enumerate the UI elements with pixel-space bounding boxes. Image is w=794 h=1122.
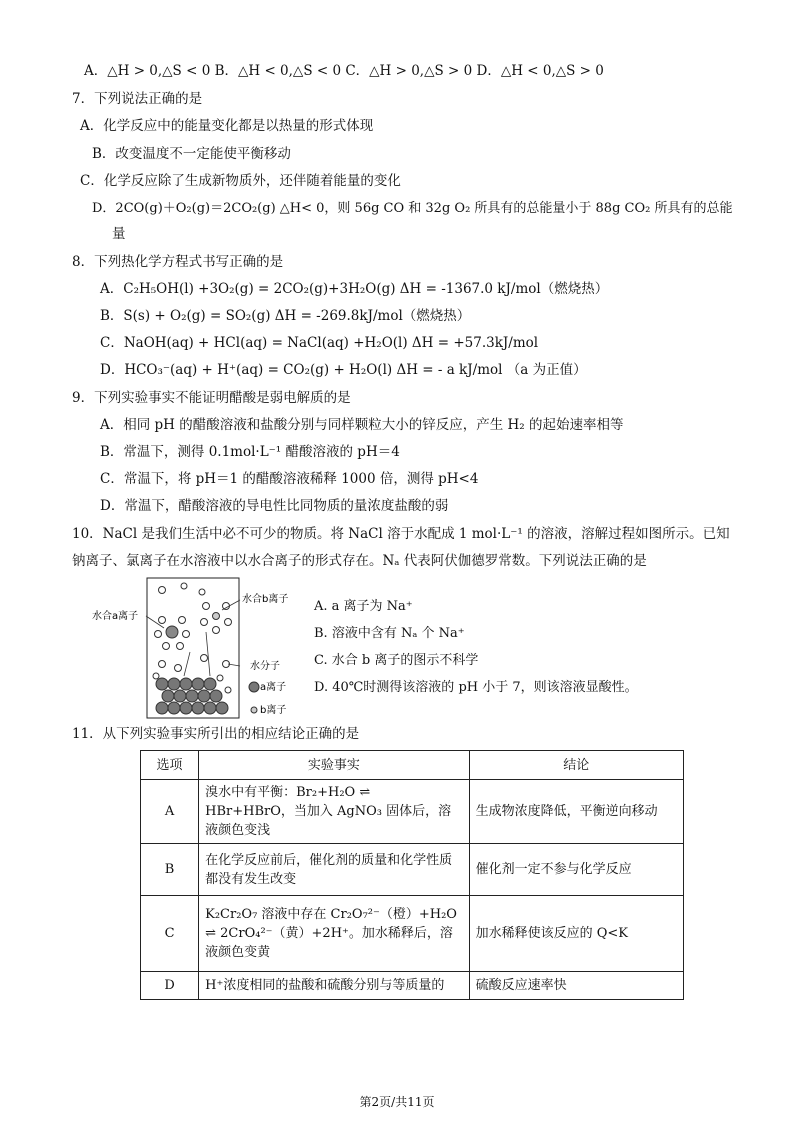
nacl-crystal xyxy=(153,673,231,714)
row-conclusion: 催化剂一定不参与化学反应 xyxy=(469,844,683,896)
q7-option-d-cont: 量 xyxy=(112,226,126,242)
nacl-dissolution-figure xyxy=(92,572,312,722)
hydrated-a-ion xyxy=(155,617,190,650)
q10-stem-line2: 钠离子、氯离子在水溶液中以水合离子的形式存在。Nₐ 代表阿伏伽德罗常数。下列说法正确的是 xyxy=(72,553,647,569)
label-hydrated-b: 水合b离子 xyxy=(242,594,289,605)
table-row xyxy=(141,896,684,972)
table-row xyxy=(141,972,684,1000)
q7-option-d: D．2CO(g)＋O₂(g)＝2CO₂(g) △H< 0，则 56g CO 和 32g O₂ 所具有的总能量小于 88g CO₂ 所具有的总能 xyxy=(92,201,733,216)
row-fact: 溴水中有平衡：Br₂+H₂O ⇌ HBr+HBrO，当加入 AgNO₃ 固体后，溶液颜色变浅 xyxy=(199,780,469,844)
row-conclusion: 硫酸反应速率快 xyxy=(469,972,683,1000)
q7-stem: 7．下列说法正确的是 xyxy=(72,91,203,107)
q9-option-a: A．相同 pH 的醋酸溶液和盐酸分别与同样颗粒大小的锌反应，产生 H₂ 的起始速率相等 xyxy=(100,417,624,433)
label-ion-b: b离子 xyxy=(260,705,287,716)
row-option: C xyxy=(141,896,199,972)
label-ion-a: a离子 xyxy=(260,682,287,693)
row-option: B xyxy=(141,844,199,896)
header-conclusion: 结论 xyxy=(469,751,683,780)
q10-option-a: A. a 离子为 Na⁺ xyxy=(314,599,413,614)
legend-b-ion-marker xyxy=(251,707,257,713)
q9-stem: 9．下列实验事实不能证明醋酸是弱电解质的是 xyxy=(72,390,351,406)
q8-option-a: A．C₂H₅OH(l) +3O₂(g) = 2CO₂(g)+3H₂O(g) ΔH = -1367.0 kJ/mol（燃烧热） xyxy=(100,281,609,297)
table-row xyxy=(141,844,684,896)
q11-stem: 11．从下列实验事实所引出的相应结论正确的是 xyxy=(72,726,360,742)
q10-option-c: C. 水合 b 离子的图示不科学 xyxy=(314,653,479,668)
row-option: A xyxy=(141,780,199,844)
row-option: D xyxy=(141,972,199,1000)
legend-a-ion-marker xyxy=(249,682,259,692)
row-fact: 在化学反应前后，催化剂的质量和化学性质都没有发生改变 xyxy=(199,844,469,896)
header-fact: 实验事实 xyxy=(199,751,469,780)
q8-option-b: B．S(s) + O₂(g) = SO₂(g) ΔH = -269.8kJ/mol（燃烧热） xyxy=(100,308,471,324)
table-header-row xyxy=(141,751,684,780)
q8-option-d: D．HCO₃⁻(aq) + H⁺(aq) = CO₂(g) + H₂O(l) ΔH = - a kJ/mol （a 为正值） xyxy=(100,362,587,378)
q6-options: A．△H > 0,△S < 0 B．△H < 0,△S < 0 C．△H > 0,△S > 0 D．△H < 0,△S > 0 xyxy=(84,63,604,79)
q7-option-a: A．化学反应中的能量变化都是以热量的形式体现 xyxy=(80,118,374,134)
row-fact: H⁺浓度相同的盐酸和硫酸分别与等质量的 xyxy=(199,972,469,1000)
table-row xyxy=(141,780,684,844)
header-option: 选项 xyxy=(141,751,199,780)
q9-option-c: C．常温下，将 pH＝1 的醋酸溶液稀释 1000 倍，测得 pH<4 xyxy=(100,471,479,487)
q7-option-b: B．改变温度不一定能使平衡移动 xyxy=(92,146,291,162)
q9-option-b: B．常温下，测得 0.1mol·L⁻¹ 醋酸溶液的 pH＝4 xyxy=(100,444,400,460)
q10-option-b: B. 溶液中含有 Nₐ 个 Na⁺ xyxy=(314,626,465,641)
row-fact: K₂Cr₂O₇ 溶液中存在 Cr₂O₇²⁻（橙）+H₂O ⇌ 2CrO₄²⁻（黄）+2H⁺。加水稀释后，溶液颜色变黄 xyxy=(199,896,469,972)
row-conclusion: 生成物浓度降低，平衡逆向移动 xyxy=(469,780,683,844)
q8-option-c: C．NaOH(aq) + HCl(aq) = NaCl(aq) +H₂O(l) ΔH = +57.3kJ/mol xyxy=(100,335,539,351)
experiment-table xyxy=(140,750,684,1000)
q10-option-d: D. 40℃时测得该溶液的 pH 小于 7，则该溶液显酸性。 xyxy=(314,680,638,695)
q8-stem: 8．下列热化学方程式书写正确的是 xyxy=(72,254,284,270)
label-hydrated-a: 水合a离子 xyxy=(92,611,139,622)
row-conclusion: 加水稀释使该反应的 Q<K xyxy=(469,896,683,972)
q7-option-c: C．化学反应除了生成新物质外，还伴随着能量的变化 xyxy=(80,173,401,189)
label-water: 水分子 xyxy=(250,661,280,672)
q10-stem-line1: 10．NaCl 是我们生活中必不可少的物质。将 NaCl 溶于水配成 1 mol·L⁻¹ 的溶液，溶解过程如图所示。已知 xyxy=(72,526,730,542)
page-footer: 第2页/共11页 xyxy=(359,1095,435,1109)
q9-option-d: D．常温下，醋酸溶液的导电性比同物质的量浓度盐酸的弱 xyxy=(100,498,449,514)
